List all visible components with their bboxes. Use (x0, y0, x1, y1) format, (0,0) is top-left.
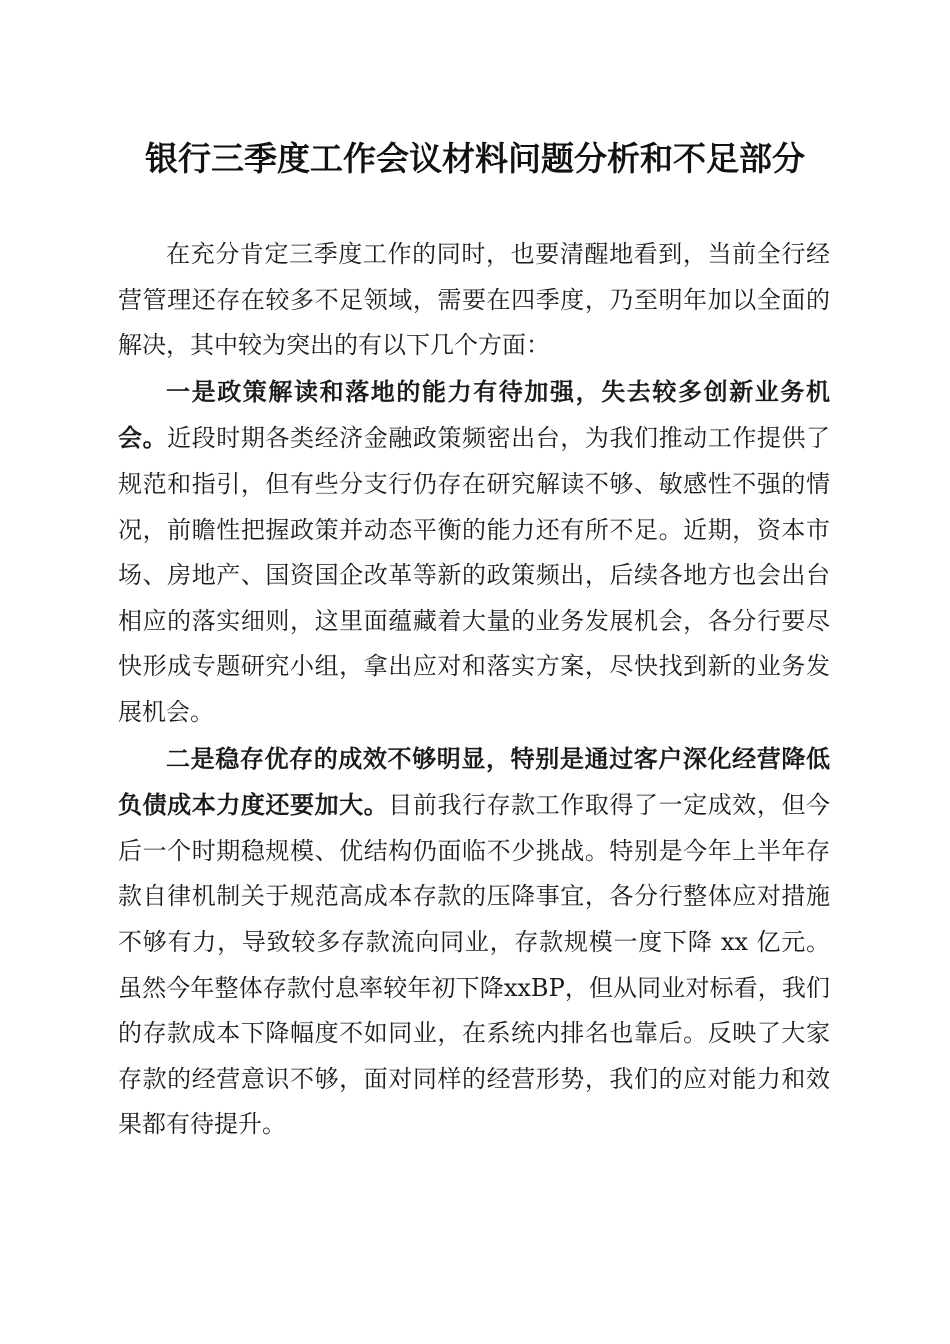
paragraph-text: 在充分肯定三季度工作的同时，也要清醒地看到，当前全行经营管理还存在较多不足领域，需要在四季度，乃至明年加以全面的解决，其中较为突出的有以下几个方面： (118, 240, 830, 360)
paragraph-text: 目前我行存款工作取得了一定成效，但今后一个时期稳规模、优结构仍面临不少挑战。特别是今年上半年存款自律机制关于规范高成本存款的压降事宜，各分行整体应对措施不够有力，导致较多存款流向同业，存款规模一度下降 xx 亿元。虽然今年整体存款付息率较年初下降xxBP，但从同业对标看，我们的存款成本下降幅度不如同业，在系统内排名也靠后。反映了大家存款的经营意识不够，面对同样的经营形势，我们的应对能力和效果都有待提升。 (118, 791, 831, 1139)
paragraph-intro (118, 232, 830, 369)
paragraph-text: 近段时期各类经济金融政策频密出台，为我们推动工作提供了规范和指引，但有些分支行仍存在研究解读不够、敏感性不强的情况，前瞻性把握政策并动态平衡的能力还有所不足。近期，资本市场、房地产、国资国企改革等新的政策频出，后续各地方也会出台相应的落实细则，这里面蕴藏着大量的业务发展机会，各分行要尽快形成专题研究小组，拿出应对和落实方案，尽快找到新的业务发展机会。 (118, 424, 831, 726)
document-title: 银行三季度工作会议材料问题分析和不足部分 (145, 139, 805, 178)
document-body (118, 232, 830, 1148)
paragraph-point-one (118, 369, 830, 736)
paragraph-lead-heading: 二是稳存优存的成效不够明显，特别是通过客户深化经营降低负债成本力度还要加大。 (118, 743, 830, 820)
paragraph-point-two (118, 736, 830, 1148)
paragraph-lead-heading: 一是政策解读和落地的能力有待加强，失去较多创新业务机会。 (118, 376, 830, 453)
